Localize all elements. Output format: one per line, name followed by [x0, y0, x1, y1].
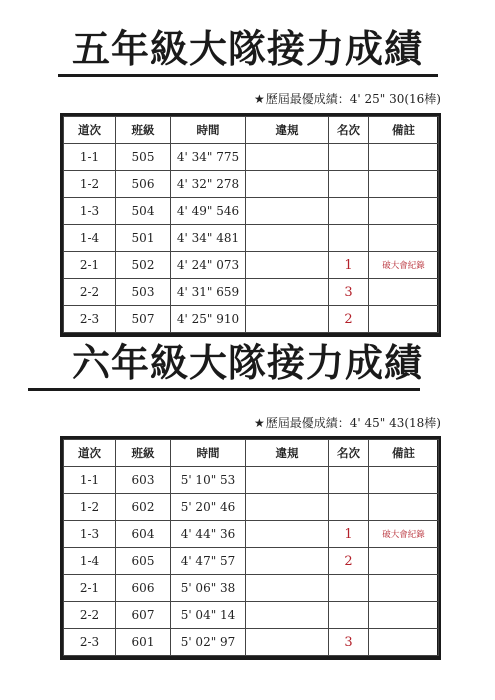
table-header-row	[64, 440, 439, 467]
cell-lane: 1-2	[64, 494, 116, 521]
grade6-title-underline	[28, 388, 420, 391]
cell-note: 破大會紀錄	[369, 252, 439, 279]
cell-class: 502	[116, 252, 171, 279]
cell-class: 504	[116, 198, 171, 225]
cell-rank	[329, 575, 369, 602]
table-row	[64, 548, 439, 575]
table-row	[64, 467, 439, 494]
cell-class: 607	[116, 602, 171, 629]
cell-foul	[246, 225, 329, 252]
table-header-row	[64, 117, 439, 144]
cell-rank	[329, 494, 369, 521]
header-class: 班級	[116, 440, 171, 467]
cell-rank: 2	[329, 306, 369, 333]
grade6-record-text: 歷屆最優成績：4' 45" 43(18棒)	[265, 416, 441, 430]
cell-note	[369, 467, 439, 494]
cell-class: 604	[116, 521, 171, 548]
cell-time: 4' 47" 57	[171, 548, 246, 575]
cell-time: 5' 10" 53	[171, 467, 246, 494]
header-foul: 違規	[246, 440, 329, 467]
cell-time: 5' 04" 14	[171, 602, 246, 629]
cell-foul	[246, 494, 329, 521]
table-row	[64, 252, 439, 279]
cell-note: 破大會紀錄	[369, 521, 439, 548]
cell-class: 507	[116, 306, 171, 333]
grade5-title-underline	[58, 74, 438, 77]
header-note: 備註	[369, 117, 439, 144]
table-row	[64, 198, 439, 225]
cell-note	[369, 602, 439, 629]
cell-rank: 1	[329, 252, 369, 279]
cell-time: 4' 32" 278	[171, 171, 246, 198]
cell-lane: 1-4	[64, 548, 116, 575]
header-note: 備註	[369, 440, 439, 467]
cell-lane: 1-1	[64, 467, 116, 494]
header-time: 時間	[171, 440, 246, 467]
cell-foul	[246, 521, 329, 548]
table-row	[64, 629, 439, 656]
header-class: 班級	[116, 117, 171, 144]
cell-time: 4' 34" 481	[171, 225, 246, 252]
cell-rank	[329, 198, 369, 225]
cell-class: 506	[116, 171, 171, 198]
cell-time: 4' 44" 36	[171, 521, 246, 548]
cell-note	[369, 171, 439, 198]
cell-note	[369, 575, 439, 602]
header-lane: 道次	[64, 117, 116, 144]
table-row	[64, 171, 439, 198]
cell-foul	[246, 171, 329, 198]
cell-rank	[329, 144, 369, 171]
cell-note	[369, 494, 439, 521]
cell-foul	[246, 575, 329, 602]
cell-class: 606	[116, 575, 171, 602]
cell-rank	[329, 225, 369, 252]
table-row	[64, 494, 439, 521]
cell-lane: 2-3	[64, 629, 116, 656]
table-row	[64, 575, 439, 602]
cell-note	[369, 629, 439, 656]
cell-rank	[329, 467, 369, 494]
star-icon: ★	[253, 416, 265, 430]
cell-time: 4' 24" 073	[171, 252, 246, 279]
cell-lane: 1-1	[64, 144, 116, 171]
cell-note	[369, 548, 439, 575]
cell-time: 5' 20" 46	[171, 494, 246, 521]
cell-time: 4' 49" 546	[171, 198, 246, 225]
table-row	[64, 306, 439, 333]
cell-rank	[329, 171, 369, 198]
grade5-record	[254, 90, 441, 107]
table-row	[64, 279, 439, 306]
table-row	[64, 144, 439, 171]
cell-lane: 2-3	[64, 306, 116, 333]
cell-note	[369, 225, 439, 252]
cell-foul	[246, 279, 329, 306]
header-foul: 違規	[246, 117, 329, 144]
cell-rank	[329, 602, 369, 629]
cell-lane: 2-1	[64, 575, 116, 602]
grade5-title: 五年級大隊接力成績	[71, 27, 423, 71]
cell-foul	[246, 602, 329, 629]
header-time: 時間	[171, 117, 246, 144]
cell-lane: 2-2	[64, 602, 116, 629]
header-lane: 道次	[64, 440, 116, 467]
cell-lane: 2-1	[64, 252, 116, 279]
star-icon: ★	[253, 92, 265, 106]
cell-foul	[246, 306, 329, 333]
cell-foul	[246, 252, 329, 279]
cell-class: 501	[116, 225, 171, 252]
cell-foul	[246, 548, 329, 575]
cell-class: 603	[116, 467, 171, 494]
cell-rank: 1	[329, 521, 369, 548]
cell-time: 5' 06" 38	[171, 575, 246, 602]
cell-class: 505	[116, 144, 171, 171]
cell-note	[369, 306, 439, 333]
cell-note	[369, 144, 439, 171]
cell-lane: 2-2	[64, 279, 116, 306]
cell-foul	[246, 629, 329, 656]
grade5-results-table	[60, 113, 441, 337]
grade6-record	[254, 414, 441, 431]
cell-class: 602	[116, 494, 171, 521]
header-rank: 名次	[329, 117, 369, 144]
table-row	[64, 602, 439, 629]
cell-class: 503	[116, 279, 171, 306]
cell-lane: 1-3	[64, 521, 116, 548]
cell-rank: 2	[329, 548, 369, 575]
cell-note	[369, 198, 439, 225]
grade6-results-table	[60, 436, 441, 660]
table-row	[64, 521, 439, 548]
cell-foul	[246, 144, 329, 171]
cell-rank: 3	[329, 629, 369, 656]
header-rank: 名次	[329, 440, 369, 467]
cell-foul	[246, 198, 329, 225]
cell-rank: 3	[329, 279, 369, 306]
cell-time: 4' 31" 659	[171, 279, 246, 306]
cell-lane: 1-3	[64, 198, 116, 225]
cell-note	[369, 279, 439, 306]
cell-class: 605	[116, 548, 171, 575]
cell-class: 601	[116, 629, 171, 656]
cell-time: 4' 25" 910	[171, 306, 246, 333]
grade5-record-text: 歷屆最優成績：4' 25" 30(16棒)	[265, 92, 441, 106]
cell-time: 5' 02" 97	[171, 629, 246, 656]
cell-lane: 1-2	[64, 171, 116, 198]
grade6-title: 六年級大隊接力成績	[71, 341, 423, 385]
cell-lane: 1-4	[64, 225, 116, 252]
cell-foul	[246, 467, 329, 494]
cell-time: 4' 34" 775	[171, 144, 246, 171]
table-row	[64, 225, 439, 252]
